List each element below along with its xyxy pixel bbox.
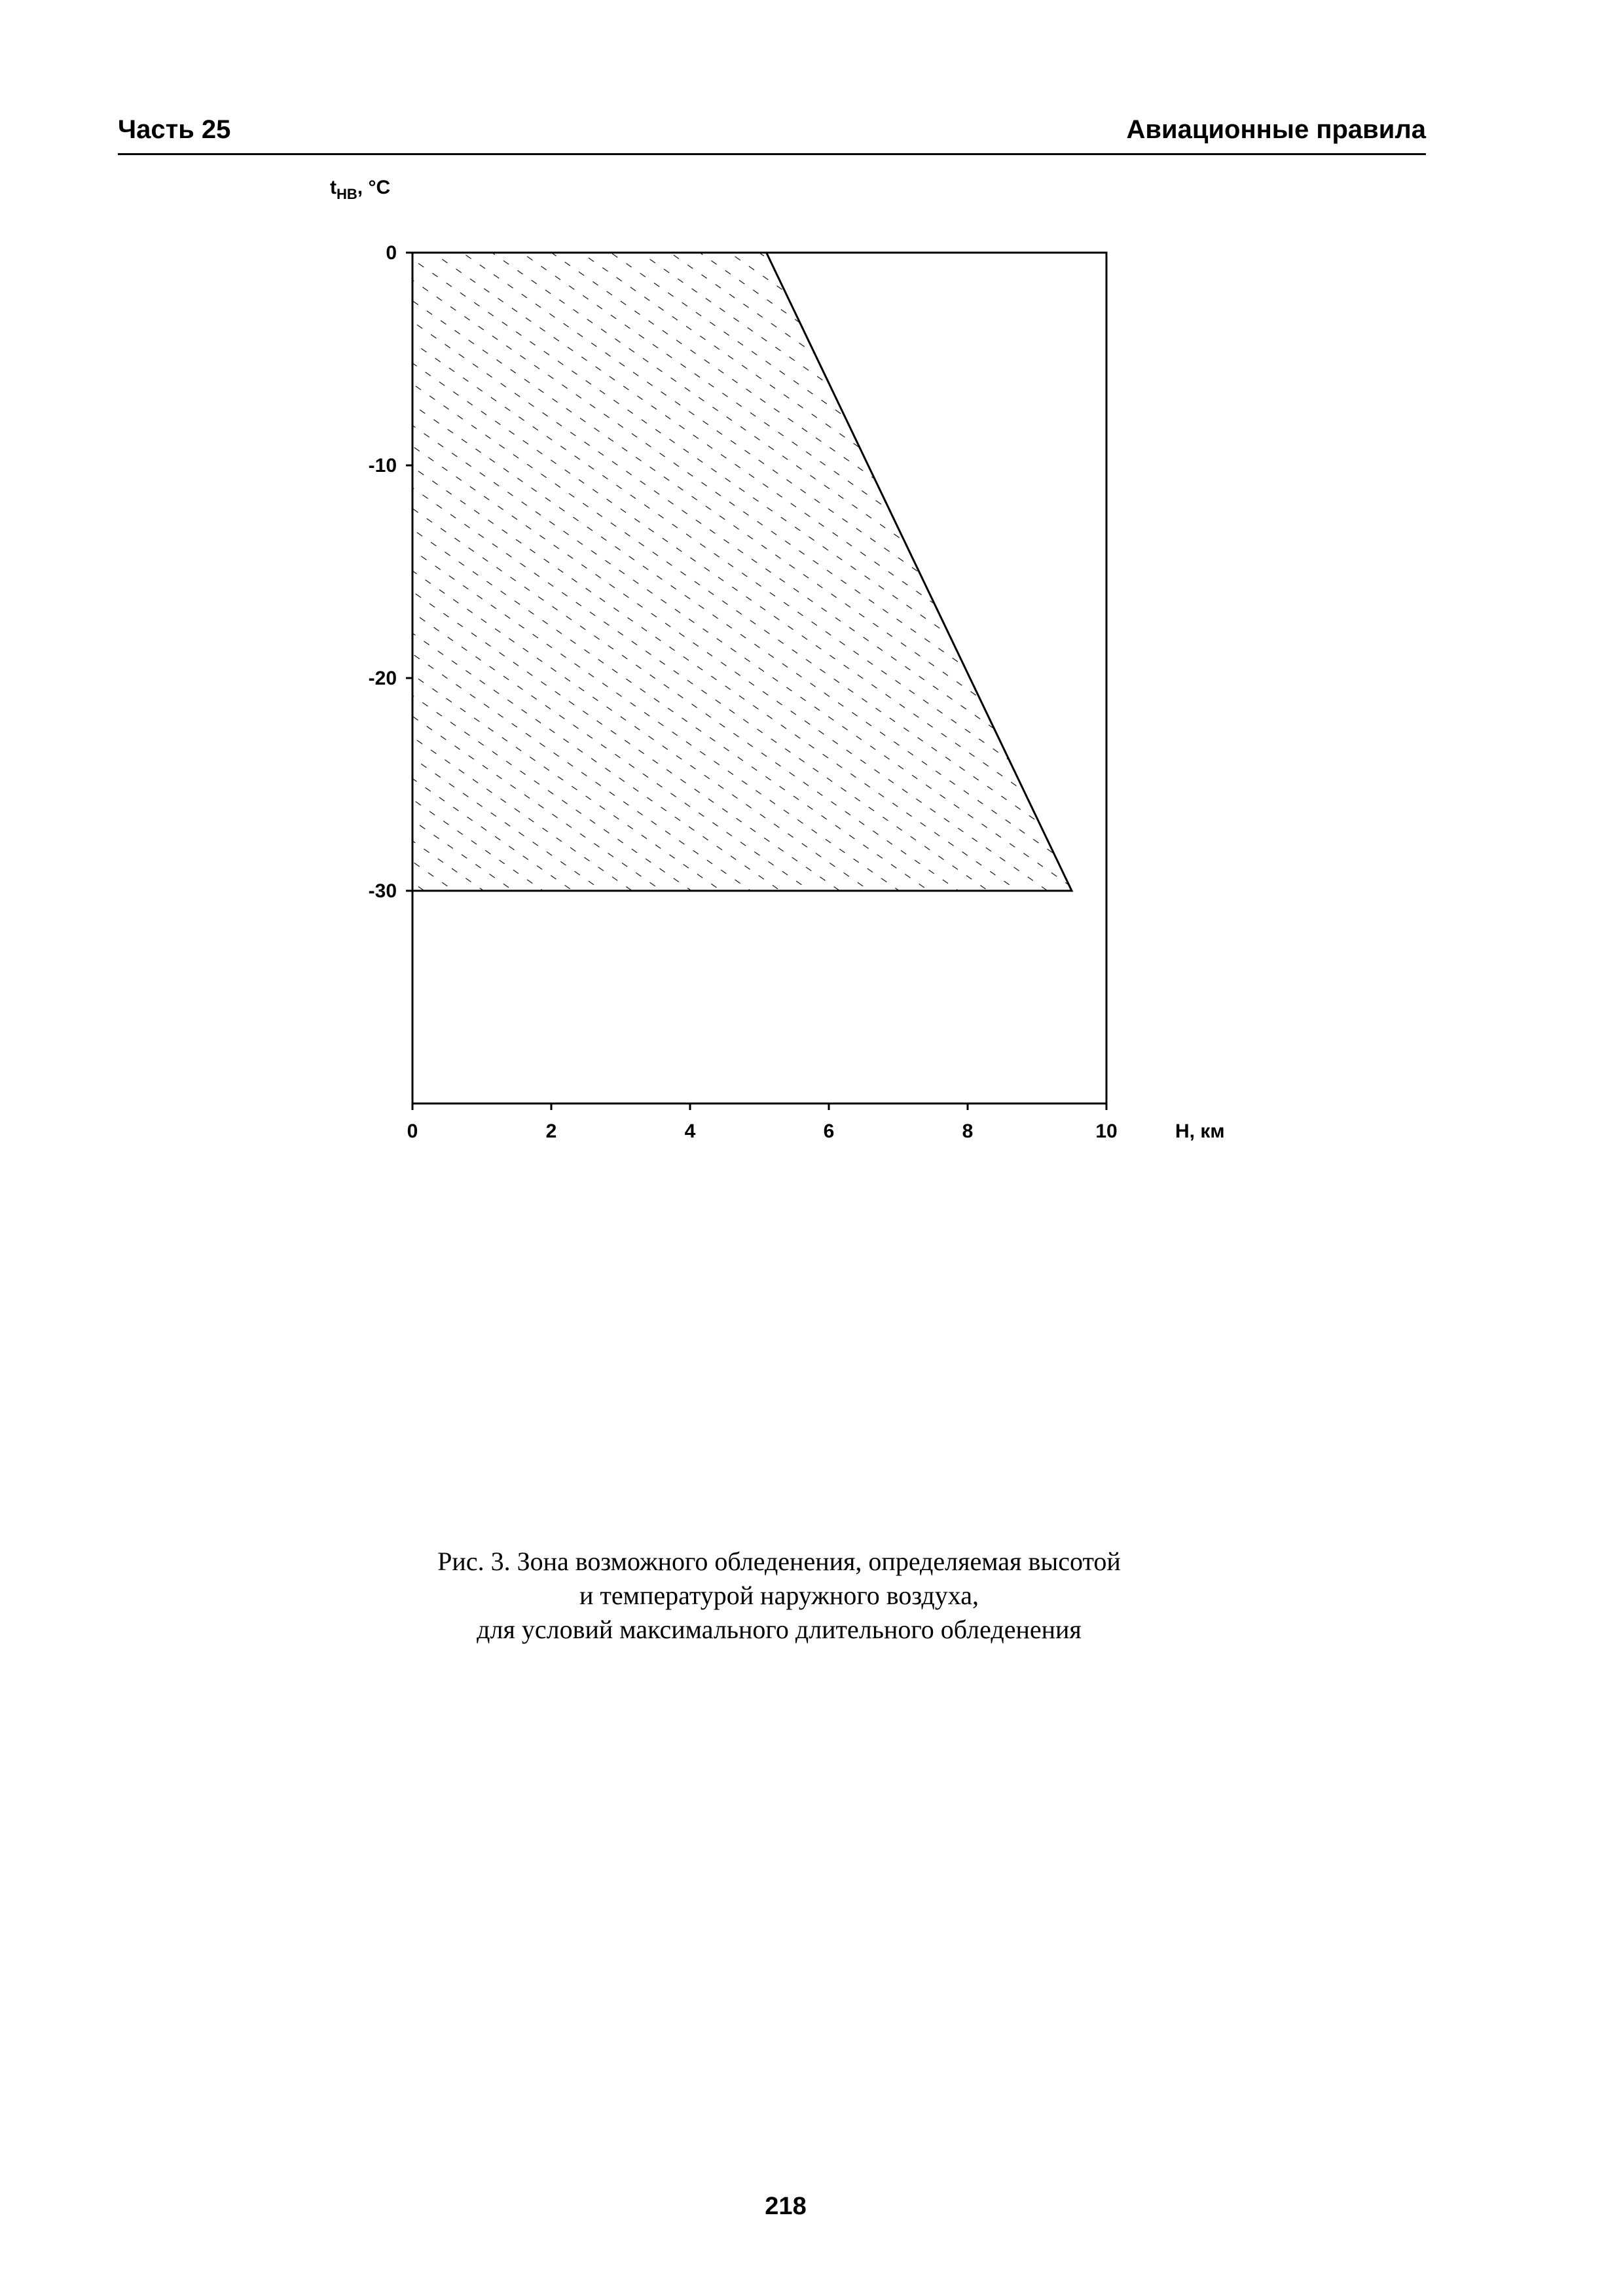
x-axis-label: Н, км [1175,1121,1225,1142]
x-tick-label-5: 10 [1095,1121,1118,1142]
x-tick-label-1: 2 [545,1121,557,1142]
y-axis-label-unit: , °С [357,177,391,198]
y-tick-label-1: -10 [368,455,397,476]
y-axis-label-main: t [330,177,337,198]
part-label: Часть 25 [118,115,231,144]
y-axis-label [330,177,390,202]
plot-area [369,242,1118,1142]
x-tick-label-4: 8 [962,1121,974,1142]
x-tick-label-2: 4 [684,1121,696,1142]
page-header [118,110,1426,155]
x-tick-label-3: 6 [823,1121,835,1142]
figure-caption [249,1545,1309,1647]
page-number: 218 [765,2193,807,2220]
y-axis-label-sub: НВ [337,186,357,202]
icing-zone-region [412,253,1072,891]
y-tick-label-0: 0 [386,242,397,264]
caption-line-1: Рис. 3. Зона возможного обледенения, определяемая высотой [437,1547,1121,1576]
x-tick-label-0: 0 [407,1121,418,1142]
y-tick-label-2: -20 [368,668,397,689]
icing-zone-chart [314,170,1264,1152]
chart-svg [314,170,1264,1152]
y-tick-label-3: -30 [368,880,397,902]
caption-line-3: для условий максимального длительного обледенения [477,1615,1082,1644]
document-title: Авиационные правила [1126,115,1426,144]
caption-line-2: и температурой наружного воздуха, [579,1581,979,1610]
